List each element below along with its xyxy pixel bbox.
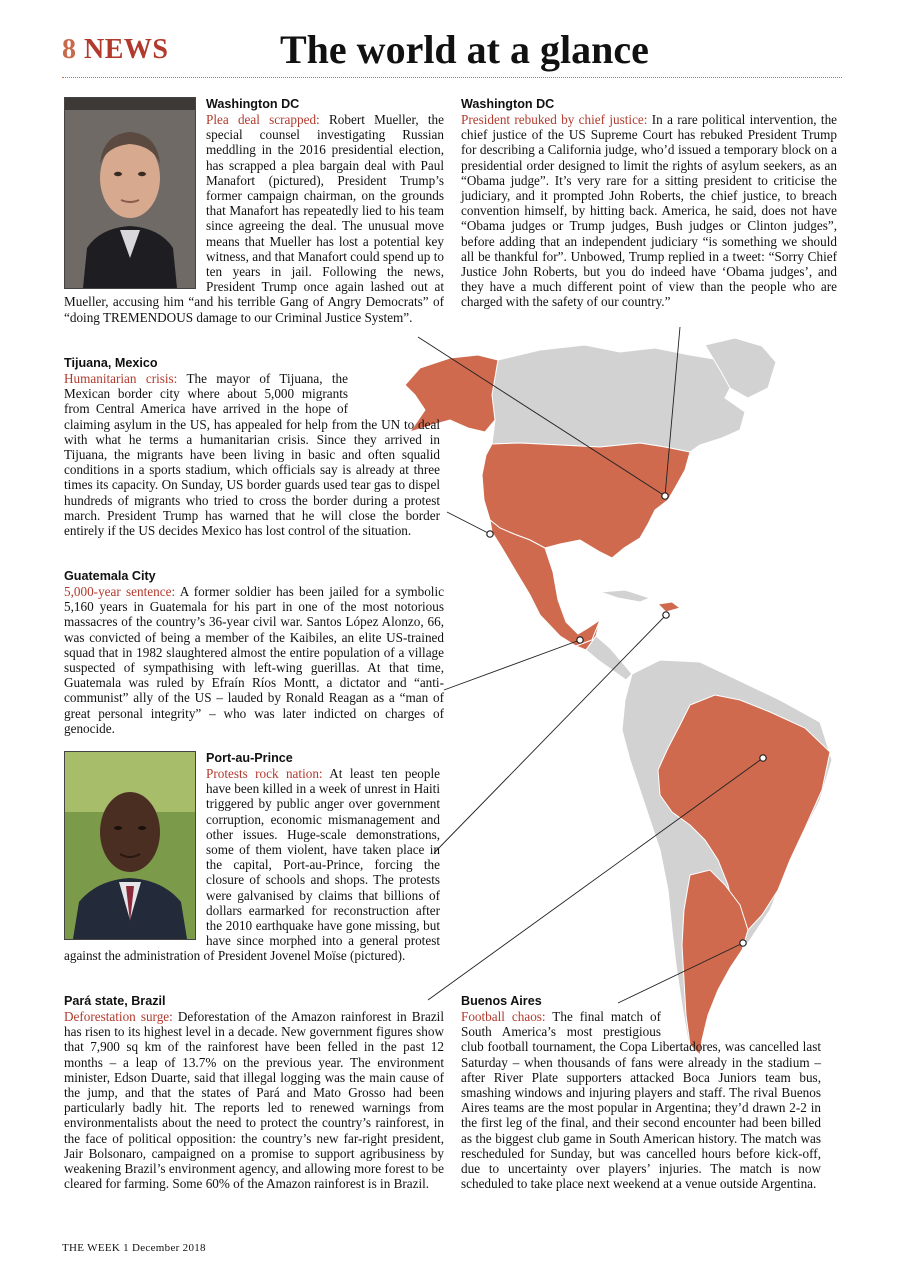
story-location: Pará state, Brazil [64,994,166,1008]
story-kicker: Protests rock nation: [206,766,323,781]
manafort-portrait-image [65,98,195,288]
leader-guatemala [444,640,580,690]
story-location: Buenos Aires [461,994,542,1008]
story-location: Port-au-Prince [206,751,293,765]
text-wrap-spacer [348,356,440,416]
photo-jovenel-moise [64,751,196,940]
story-para [64,994,444,1191]
story-location: Washington DC [461,97,555,111]
story-buenos-aires [461,994,821,1191]
marker-buenos-aires [740,940,746,946]
map-haiti [658,602,680,612]
story-tijuana [64,356,440,538]
story-body: In a rare political intervention, the chief justice of the US Supreme Court has rebuked President Trump for describing a California judge, who’d issued a temporary block on a presidential order designed to limit the rights of asylum seekers, as an “Obama judge”. It’s very rare for a sitting president to criticise the judiciary, and it prompted John Roberts, the chief justice, to breach convention himself, by hitting back. America, he said, does not have “Obama judges or Trump judges, Bush judges or Clinton judges”, before adding that an independent judiciary “is something we should all be thankful for”. Unbowed, Trump replied in a tweet: “Sorry Chief Justice John Roberts, but you do indeed have ‘Obama judges’, and they have a much different point of view than the people who are charged with the safety of our country.” [461,112,838,310]
story-port-au-prince [64,751,440,964]
story-body: Deforestation of the Amazon rainforest in Brazil has risen to its highest level in a decade. New government figures show that 7,900 sq km of the rainforest have been felled in the past 12 months – a leap of 13.7% on the previous year. The environment minister, Edson Duarte, said that illegal logging was the main cause of the jump, and that the states of Pará and Mato Grosso had been particularly badly hit. The reports led to renewed warnings from environmentalists about the need to protect the country’s rainforest, in the face of political opposition: the country’s new far-right president, Jair Bolsonaro, campaigned on a promise to support agribusiness by weakening Brazil’s environment agency, and allowing more forest to be cleared for farming. Some 60% of the Amazon rainforest is in Brazil. [64,1009,445,1192]
story-body: At least ten people have been killed in a week of unrest in Haiti triggered by public anger over government corruption, economic mismanagement and other issues. Huge-scale demonstrations, some of them violent, have taken place in the capital, Port-au-Prince, forcing the closure of schools and shops. The protests were galvanised by claims that billions of dollars earmarked for reconstruction after the 2010 earthquake have gone missing, but have since morphed into a general protest against the administration of President Jovenel Moïse (pictured). [64,766,440,964]
story-body: The final match of South America’s most prestigious club football tournament, the Copa Libertadores, was cancelled last Saturday – when thousands of fans were already in the stadium – after River Plate supporters attacked Boca Juniors team bus, smashing windows and injuring players and staff. The rival Buenos Aires teams are the most popular in Argentina; they’d drawn 2-2 in the first leg of the final, and their second encounter had been billed as the biggest club game in South American history. The match was rescheduled for Sunday, but was cancelled hours before kick-off, due to uncertainty over players’ injuries. The match is now scheduled to take place next weekend at a venue outside Argentina. [461,1009,821,1192]
story-guatemala [64,569,444,736]
footer-issue: THE WEEK 1 December 2018 [62,1242,206,1254]
story-washington-manafort [64,97,444,325]
text-wrap-spacer [661,994,821,1038]
story-body: The mayor of Tijuana, the Mexican border city where about 5,000 migrants from Central America have arrived in the hope of claiming asylum in the US, has appealed for help from the UN to deal with what he terms a humanitarian crisis. Since they arrived in Tijuana, the migrants have been living in basic and often squalid conditions in a sports stadium, which officials say is already at three times its capacity. On Sunday, US border guards used tear gas to dispel hundreds of migrants who tried to cross the border during a protest march. President Trump has warned that he will close the border entirely if the US decides Mexico has lost control of the situation. [64,371,440,539]
section-label: NEWS [84,34,169,65]
story-kicker: Humanitarian crisis: [64,371,178,386]
story-body: A former soldier has been jailed for a symbolic 5,160 years in Guatemala for his part in one of the most notorious massacres of the country’s 36-year civil war. Santos López Alonzo, 66, was convicted of being a member of the Kaibiles, an elite US-trained squad that in 1982 slaughtered almost the entire population of a village suspected of sympathising with left-wing guerillas. At that time, Guatemala was ruled by Efraín Ríos Montt, a dictator and “anti-communist” ally of the US – lauded by Ronald Reagan as a “man of great personal integrity” – who was later indicted on charges of genocide. [64,584,444,736]
story-washington-roberts [461,97,837,310]
page-title: The world at a glance [280,27,649,72]
story-kicker: Football chaos: [461,1009,546,1024]
story-kicker: 5,000-year sentence: [64,584,176,599]
story-kicker: President rebuked by chief justice: [461,112,648,127]
map-cuba [600,590,650,602]
leader-tijuana [447,512,490,534]
story-location: Guatemala City [64,569,156,583]
marker-tijuana [487,531,493,537]
marker-guatemala [577,637,583,643]
story-location: Tijuana, Mexico [64,356,158,370]
moise-portrait-image [65,752,195,939]
story-body: Robert Mueller, the special counsel investigating Russian meddling in the 2016 presidential election, has scrapped a plea bargain deal with Paul Manafort (pictured), President Trump’s former campaign chairman, on the grounds that Manafort has repeatedly lied to his team since agreeing the deal. The unusual move means that Mueller has lost a potential key witness, and that Manafort could spend up to ten years in jail. Following the news, President Trump once again lashed out at Mueller, accusing him “and his terrible Gang of Angry Democrats” of “doing TREMENDOUS damage to our Criminal Justice System”. [64,112,445,325]
photo-paul-manafort [64,97,196,289]
marker-port-au-prince [663,612,669,618]
story-kicker: Deforestation surge: [64,1009,173,1024]
page-number: 8 [62,34,77,65]
marker-washington [662,493,668,499]
story-kicker: Plea deal scrapped: [206,112,320,127]
story-location: Washington DC [206,97,300,111]
map-canada [490,345,745,452]
marker-para [760,755,766,761]
